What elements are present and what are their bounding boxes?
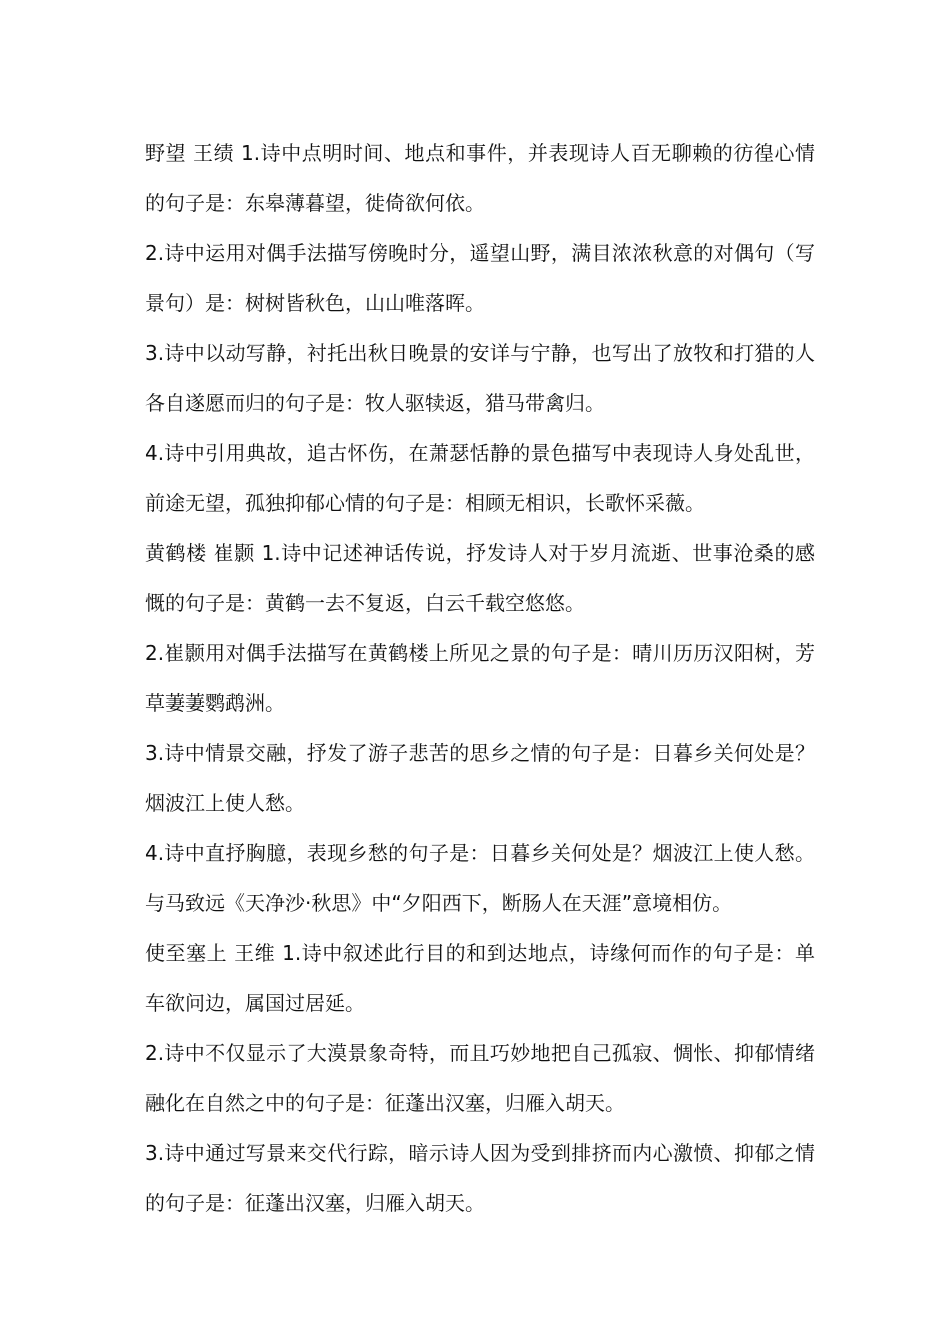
paragraph-shizhisaishang-q2: 2.诗中不仅显示了大漠景象奇特，而且巧妙地把自己孤寂、惆怅、抑郁情绪融化在自然之中的句子是：征蓬出汉塞，归雁入胡天。 bbox=[145, 1041, 815, 1115]
paragraph-huanghelou-q3: 3.诗中情景交融，抒发了游子悲苦的思乡之情的句子是：日暮乡关何处是？烟波江上使人愁。 bbox=[145, 741, 815, 815]
paragraph-yewang-q2: 2.诗中运用对偶手法描写傍晚时分，遥望山野，满目浓浓秋意的对偶句（写景句）是：树树皆秋色，山山唯落晖。 bbox=[145, 241, 815, 315]
document-body bbox=[145, 128, 815, 1228]
paragraph-yewang-q1: 野望 王绩 1.诗中点明时间、地点和事件，并表现诗人百无聊赖的彷徨心情的句子是：东皋薄暮望，徙倚欲何依。 bbox=[145, 141, 815, 215]
paragraph-yewang-q3: 3.诗中以动写静，衬托出秋日晚景的安详与宁静，也写出了放牧和打猎的人各自遂愿而归的句子是：牧人驱犊返，猎马带禽归。 bbox=[145, 341, 815, 415]
paragraph-huanghelou-q1: 黄鹤楼 崔颢 1.诗中记述神话传说，抒发诗人对于岁月流逝、世事沧桑的感慨的句子是：黄鹤一去不复返，白云千载空悠悠。 bbox=[145, 541, 815, 615]
paragraph-huanghelou-q4: 4.诗中直抒胸臆，表现乡愁的句子是：日暮乡关何处是？烟波江上使人愁。与马致远《天净沙·秋思》中“夕阳西下，断肠人在天涯”意境相仿。 bbox=[145, 841, 815, 915]
paragraph-yewang-q4: 4.诗中引用典故，追古怀伤，在萧瑟恬静的景色描写中表现诗人身处乱世，前途无望，孤独抑郁心情的句子是：相顾无相识，长歌怀采薇。 bbox=[145, 441, 815, 515]
paragraph-huanghelou-q2: 2.崔颢用对偶手法描写在黄鹤楼上所见之景的句子是：晴川历历汉阳树，芳草萋萋鹦鹉洲。 bbox=[145, 641, 815, 715]
paragraph-shizhisaishang-q1: 使至塞上 王维 1.诗中叙述此行目的和到达地点，诗缘何而作的句子是：单车欲问边，属国过居延。 bbox=[145, 941, 815, 1015]
paragraph-shizhisaishang-q3: 3.诗中通过写景来交代行踪，暗示诗人因为受到排挤而内心激愤、抑郁之情的句子是：征蓬出汉塞，归雁入胡天。 bbox=[145, 1141, 815, 1215]
